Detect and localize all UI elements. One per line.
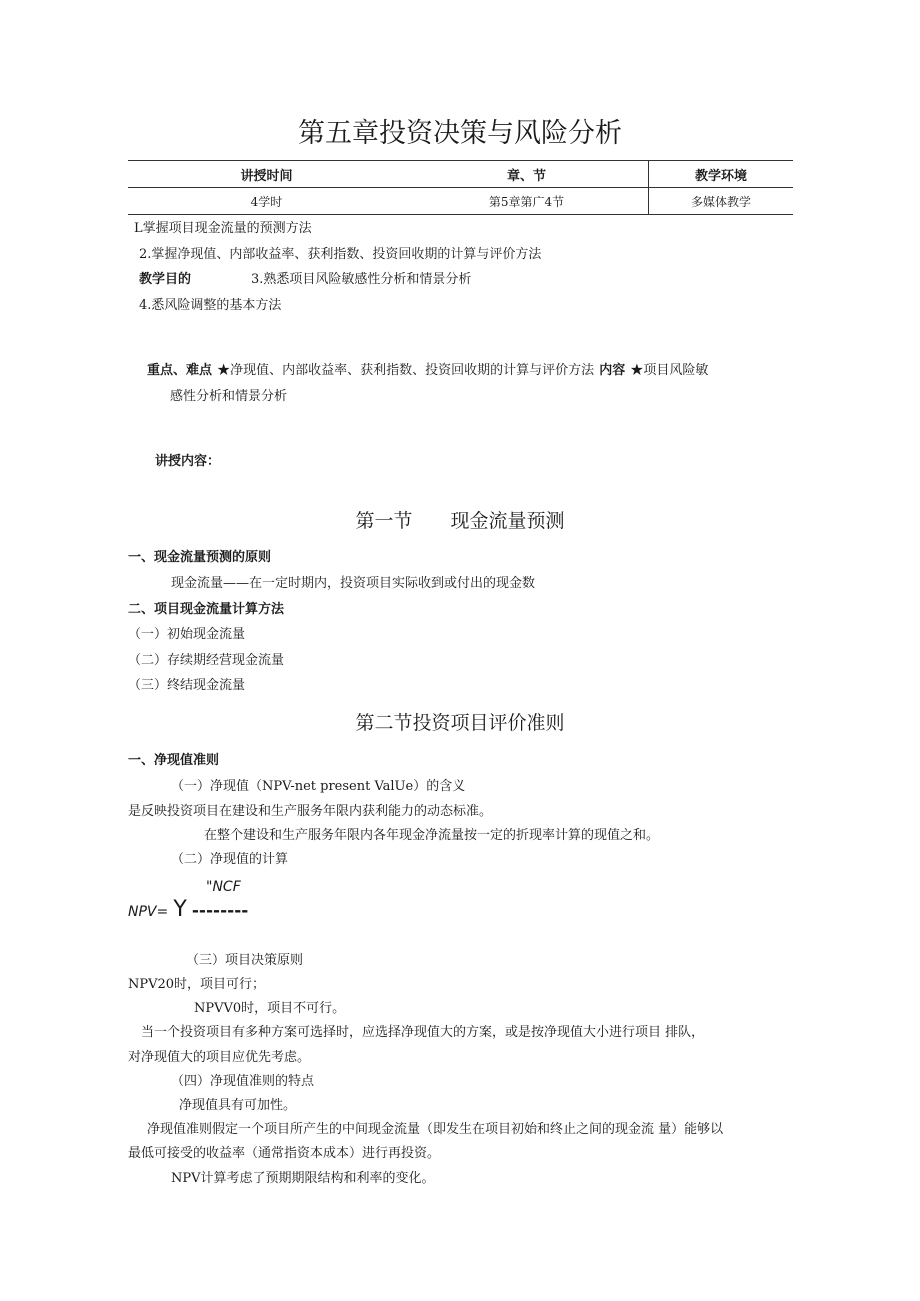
key-points-text: ★净现值、内部收益率、获利指数、投资回收期的计算与评价方法: [217, 363, 595, 378]
list-item: （三）终结现金流量: [128, 678, 246, 693]
reinvestment-text-continued: 最低可接受的收益率（通常指资本成本）进行再投资。: [128, 1146, 441, 1161]
heading-npv-criterion: 一、净现值准则: [128, 753, 220, 768]
heading-cashflow-principle: 一、现金流量预测的原则: [128, 550, 272, 565]
objective-item-3: 3.熟悉项目风险敏感性分析和情景分析: [251, 272, 472, 287]
section-1-title: [0, 506, 920, 533]
header-teaching-environment: 教学环境: [649, 161, 794, 188]
key-points-label: 重点、难点: [147, 363, 213, 378]
term-structure-text: NPV计算考虑了预期期限结构和利率的变化。: [171, 1171, 435, 1186]
table-header-row: [128, 161, 793, 188]
npv-meaning-text: 是反映投资项目在建设和生产服务年限内获利能力的动态标准。: [128, 804, 493, 819]
header-lecture-time: 讲授时间: [128, 161, 405, 188]
npv-formula: [128, 897, 248, 922]
content-label: 内容: [599, 363, 626, 378]
objective-item-2: 2.掌握净现值、内部收益率、获利指数、投资回收期的计算与评价方法: [139, 247, 542, 262]
npv-calc-heading: （二）净现值的计算: [171, 852, 289, 867]
table-row: [128, 188, 793, 215]
objective-item-4: 4.悉风险调整的基本方法: [139, 298, 282, 313]
npv-definition-text: 在整个建设和生产服务年限内各年现金净流量按一定的折现率计算的现值之和。: [204, 828, 660, 843]
section-1-name: 现金流量预测: [450, 510, 565, 532]
section-2-title: 第二节投资项目评价准则: [355, 712, 565, 734]
multi-scheme-text: 当一个投资项目有多种方案可选择时，应选择净现值大的方案，或是按净现值大小进行项目 排队，: [141, 1025, 705, 1040]
heading-cashflow-method: 二、项目现金流量计算方法: [128, 602, 285, 617]
multi-scheme-text-continued: 对净现值大的项目应优先考虑。: [128, 1050, 311, 1065]
cashflow-definition: 现金流量——在一定时期内，投资项目实际收到或付出的现金数: [171, 576, 536, 591]
decision-rule-infeasible: NPVV0时，项目不可行。: [194, 1001, 346, 1016]
npv-meaning-heading: （一）净现值（NPV-net present ValUe）的含义: [171, 779, 466, 794]
header-chapter-section: 章、节: [405, 161, 649, 188]
course-info-table: [128, 160, 793, 215]
value-chapter-section: 第5章第广4节: [405, 188, 649, 215]
value-teaching-environment: 多媒体教学: [649, 188, 794, 215]
content-text: ★项目风险敏: [630, 363, 709, 378]
content-text-continued: 感性分析和情景分析: [170, 389, 288, 404]
section-1-number: 第一节: [355, 510, 413, 532]
value-lecture-time: 4学时: [128, 188, 405, 215]
formula-numerator: "NCF: [206, 879, 241, 895]
reinvestment-text: 净现值准则假定一个项目所产生的中间现金流量（即发生在项目初始和终止之间的现金流 量）能够以: [147, 1122, 724, 1137]
key-points-line: [147, 359, 708, 378]
lecture-content-label: 讲授内容：: [155, 454, 221, 469]
list-item: （一）初始现金流量: [128, 627, 246, 642]
decision-rule-heading: （三）项目决策原则: [186, 953, 304, 968]
objective-item-1: L掌握项目现金流量的预测方法: [134, 221, 312, 236]
formula-sum-symbol: Y: [173, 897, 187, 922]
formula-npv-label: NPV=: [128, 904, 169, 920]
objectives-label: 教学目的: [139, 272, 192, 287]
npv-features-heading: （四）净现值准则的特点: [171, 1074, 315, 1089]
formula-fraction-bar: --------: [191, 901, 249, 921]
list-item: （二）存续期经营现金流量: [128, 653, 285, 668]
decision-rule-feasible: NPV20时，项目可行；: [128, 977, 266, 992]
page-title: 第五章投资决策与风险分析: [298, 118, 622, 149]
npv-additivity-text: 净现值具有可加性。: [179, 1098, 297, 1113]
